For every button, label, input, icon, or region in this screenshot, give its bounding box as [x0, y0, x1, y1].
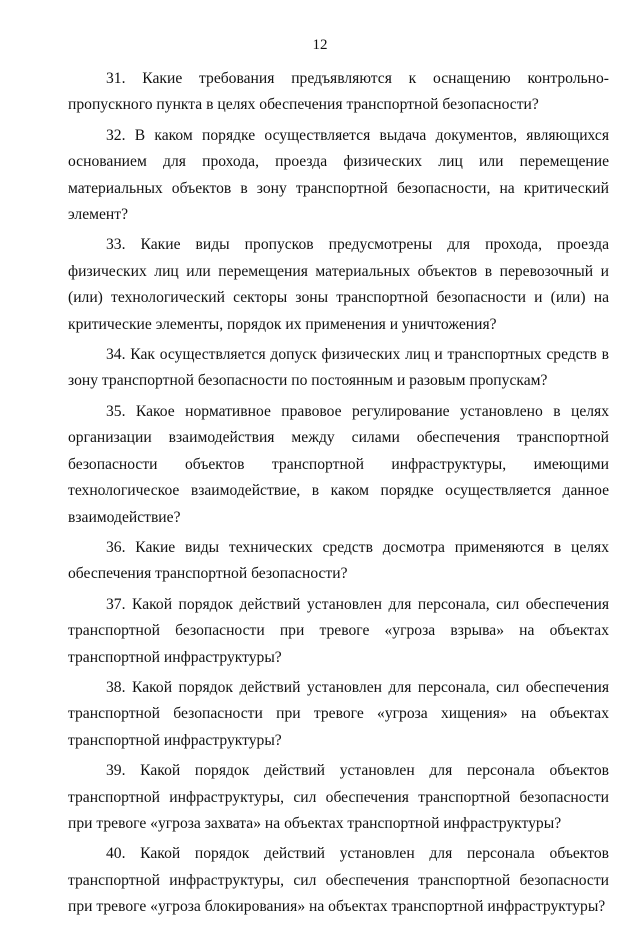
question-34: 34. Как осуществляется допуск физических лиц и транспортных средств в зону транспортной безопасности по постоянным и разовым пропускам? [68, 346, 609, 390]
question-38: 38. Какой порядок действий установлен для персонала, сил обеспечения транспортной безопасности при тревоге «угроза хищения» на объектах транспортной инфраструктуры? [68, 678, 609, 749]
question-31: 31. Какие требования предъявляются к оснащению контрольно-пропускного пункта в целях обеспечения транспортной безопасности? [68, 70, 609, 114]
page-number: 12 [312, 37, 328, 53]
question-list [68, 66, 609, 925]
question-37: 37. Какой порядок действий установлен для персонала, сил обеспечения транспортной безопасности при тревоге «угроза взрыва» на объектах транспортной инфраструктуры? [68, 595, 609, 666]
question-40: 40. Какой порядок действий установлен для персонала объектов транспортной инфраструктуры, сил обеспечения транспортной безопасности при тревоге «угроза блокирования» на объектах транспортной инфраструктуры? [68, 845, 609, 916]
question-35: 35. Какое нормативное правовое регулирование установлено в целях организации взаимодействия между силами обеспечения транспортной безопасности объектов транспортной инфраструктуры, имеющими технологическое взаимодействие, в каком порядке осуществляется данное взаимодействие? [68, 402, 609, 526]
question-39: 39. Какой порядок действий установлен для персонала объектов транспортной инфраструктуры, сил обеспечения транспортной безопасности при тревоге «угроза захвата» на объектах транспортной инфраструктуры? [68, 762, 609, 832]
question-33: 33. Какие виды пропусков предусмотрены для прохода, проезда физических лиц или перемещения материальных объектов в перевозочный и (или) технологический секторы зоны транспортной безопасности и (или) на критические элементы, порядок их применения и уничтожения? [68, 236, 609, 333]
question-32: 32. В каком порядке осуществляется выдача документов, являющихся основанием для прохода, проезда физических лиц или перемещение материальных объектов в зону транспортной безопасности, на критический элемент? [68, 126, 609, 224]
question-36: 36. Какие виды технических средств досмотра применяются в целях обеспечения транспортной безопасности? [68, 538, 609, 583]
